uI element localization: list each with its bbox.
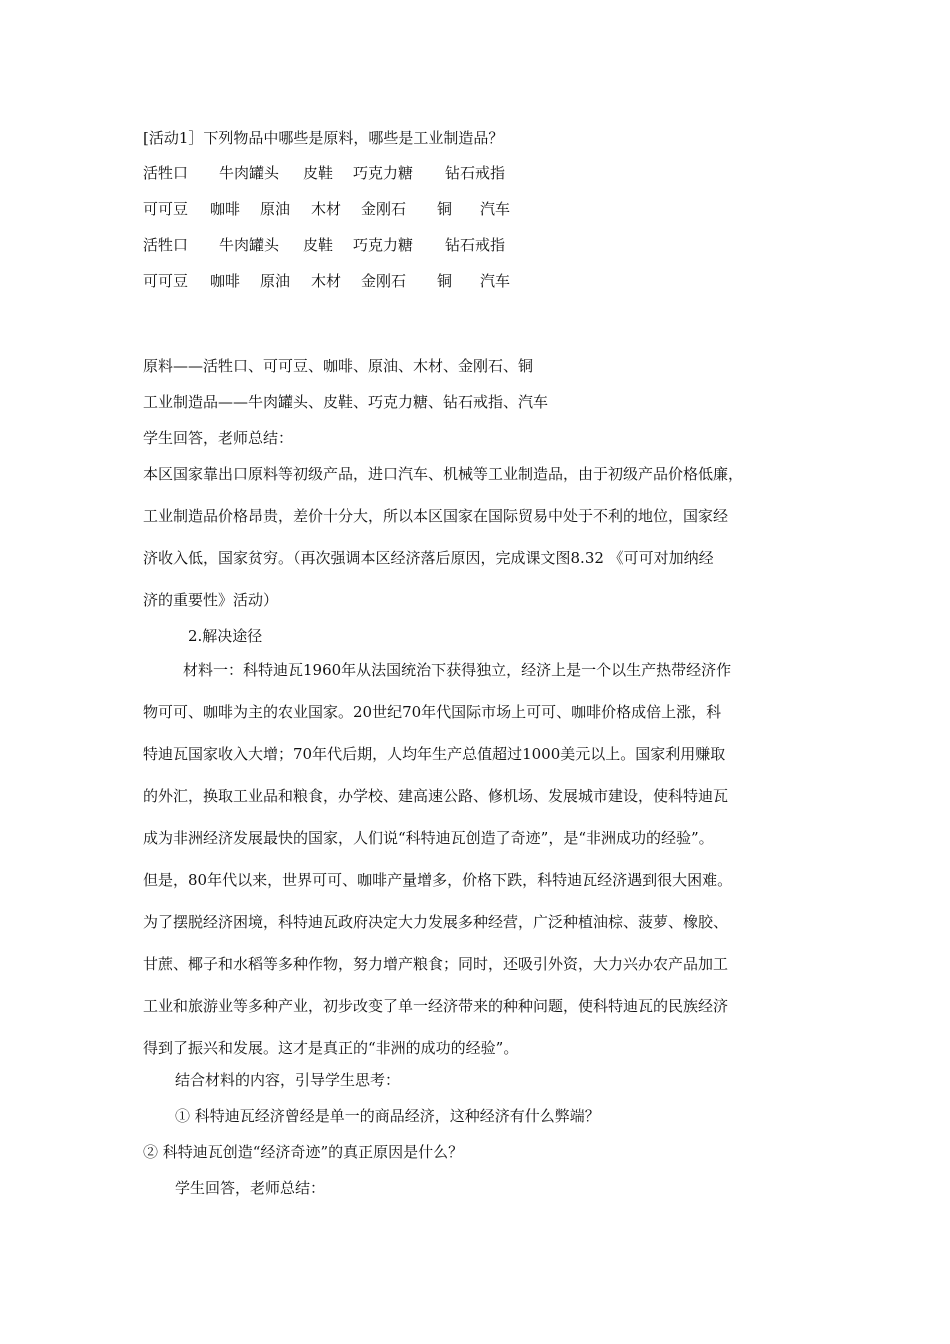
manufactured-answer: 工业制造品——牛肉罐头、皮鞋、巧克力糖、钻石戒指、汽车: [143, 393, 549, 411]
item: 钻石戒指: [445, 236, 506, 254]
summary-line: 工业制造品价格昂贵，差价十分大，所以本区国家在国际贸易中处于不利的地位，国家经: [143, 507, 729, 525]
material-line: 物可可、咖啡为主的农业国家。20世纪70年代国际市场上可可、咖啡价格成倍上涨，科: [143, 703, 722, 721]
item: 牛肉罐头: [219, 164, 280, 182]
summary-line: 济的重要性》活动）: [143, 591, 279, 609]
item: 皮鞋: [303, 164, 334, 182]
material-line: 材料一：科特迪瓦1960年从法国统治下获得独立，经济上是一个以生产热带经济作: [183, 661, 732, 679]
guide-text: 结合材料的内容，引导学生思考：: [175, 1071, 401, 1089]
item: 可可豆: [143, 200, 189, 218]
items-row: [143, 271, 510, 291]
material-line: 成为非洲经济发展最快的国家，人们说“科特迪瓦创造了奇迹”，是“非洲成功的经验”。: [143, 829, 714, 847]
item: 活牲口: [143, 164, 189, 182]
item: 汽车: [480, 272, 511, 290]
material-line: 甘蔗、椰子和水稻等多种作物，努力增产粮食；同时，还吸引外资，大力兴办农产品加工: [143, 955, 729, 973]
item: 巧克力糖: [353, 164, 414, 182]
summary-label: 学生回答，老师总结：: [143, 429, 294, 447]
item: 铜: [437, 200, 453, 218]
item: 咖啡: [210, 272, 241, 290]
item: 钻石戒指: [445, 164, 506, 182]
item: 原油: [260, 200, 291, 218]
item: 木材: [311, 272, 342, 290]
item: 金刚石: [361, 200, 407, 218]
item: 咖啡: [210, 200, 241, 218]
material-line: 的外汇，换取工业品和粮食，办学校、建高速公路、修机场、发展城市建设，使科特迪瓦: [143, 787, 729, 805]
question-1: ① 科特迪瓦经济曾经是单一的商品经济，这种经济有什么弊端？: [175, 1107, 600, 1125]
item: 牛肉罐头: [219, 236, 280, 254]
item: 原油: [260, 272, 291, 290]
section-heading: 2.解决途径: [188, 627, 263, 645]
closing-text: 学生回答，老师总结：: [175, 1179, 326, 1197]
material-line: 得到了振兴和发展。这才是真正的“非洲的成功的经验”。: [143, 1039, 519, 1057]
material-line: 工业和旅游业等多种产业，初步改变了单一经济带来的种种问题，使科特迪瓦的民族经济: [143, 997, 729, 1015]
activity-title: [活动1］下列物品中哪些是原料，哪些是工业制造品？: [143, 129, 504, 147]
material-line: 特迪瓦国家收入大增；70年代后期，人均年生产总值超过1000美元以上。国家利用赚取: [143, 745, 726, 763]
item: 汽车: [480, 200, 511, 218]
item: 可可豆: [143, 272, 189, 290]
material-line: 但是，80年代以来，世界可可、咖啡产量增多，价格下跌，科特迪瓦经济遇到很大困难。: [143, 871, 733, 889]
items-row: [143, 235, 505, 255]
question-2: ② 科特迪瓦创造“经济奇迹”的真正原因是什么？: [143, 1143, 464, 1161]
item: 皮鞋: [303, 236, 334, 254]
item: 巧克力糖: [353, 236, 414, 254]
summary-line: 本区国家靠出口原料等初级产品，进口汽车、机械等工业制造品，由于初级产品价格低廉，: [143, 465, 744, 483]
raw-materials-answer: 原料——活牲口、可可豆、咖啡、原油、木材、金刚石、铜: [143, 357, 534, 375]
item: 活牲口: [143, 236, 189, 254]
summary-line: 济收入低，国家贫穷。（再次强调本区经济落后原因，完成课文图8.32 《可可对加纳经: [143, 549, 714, 567]
item: 金刚石: [361, 272, 407, 290]
item: 铜: [437, 272, 453, 290]
items-row: [143, 163, 505, 183]
material-line: 为了摆脱经济困境，科特迪瓦政府决定大力发展多种经营，广泛种植油棕、菠萝、橡胶、: [143, 913, 729, 931]
items-row: [143, 199, 510, 219]
item: 木材: [311, 200, 342, 218]
